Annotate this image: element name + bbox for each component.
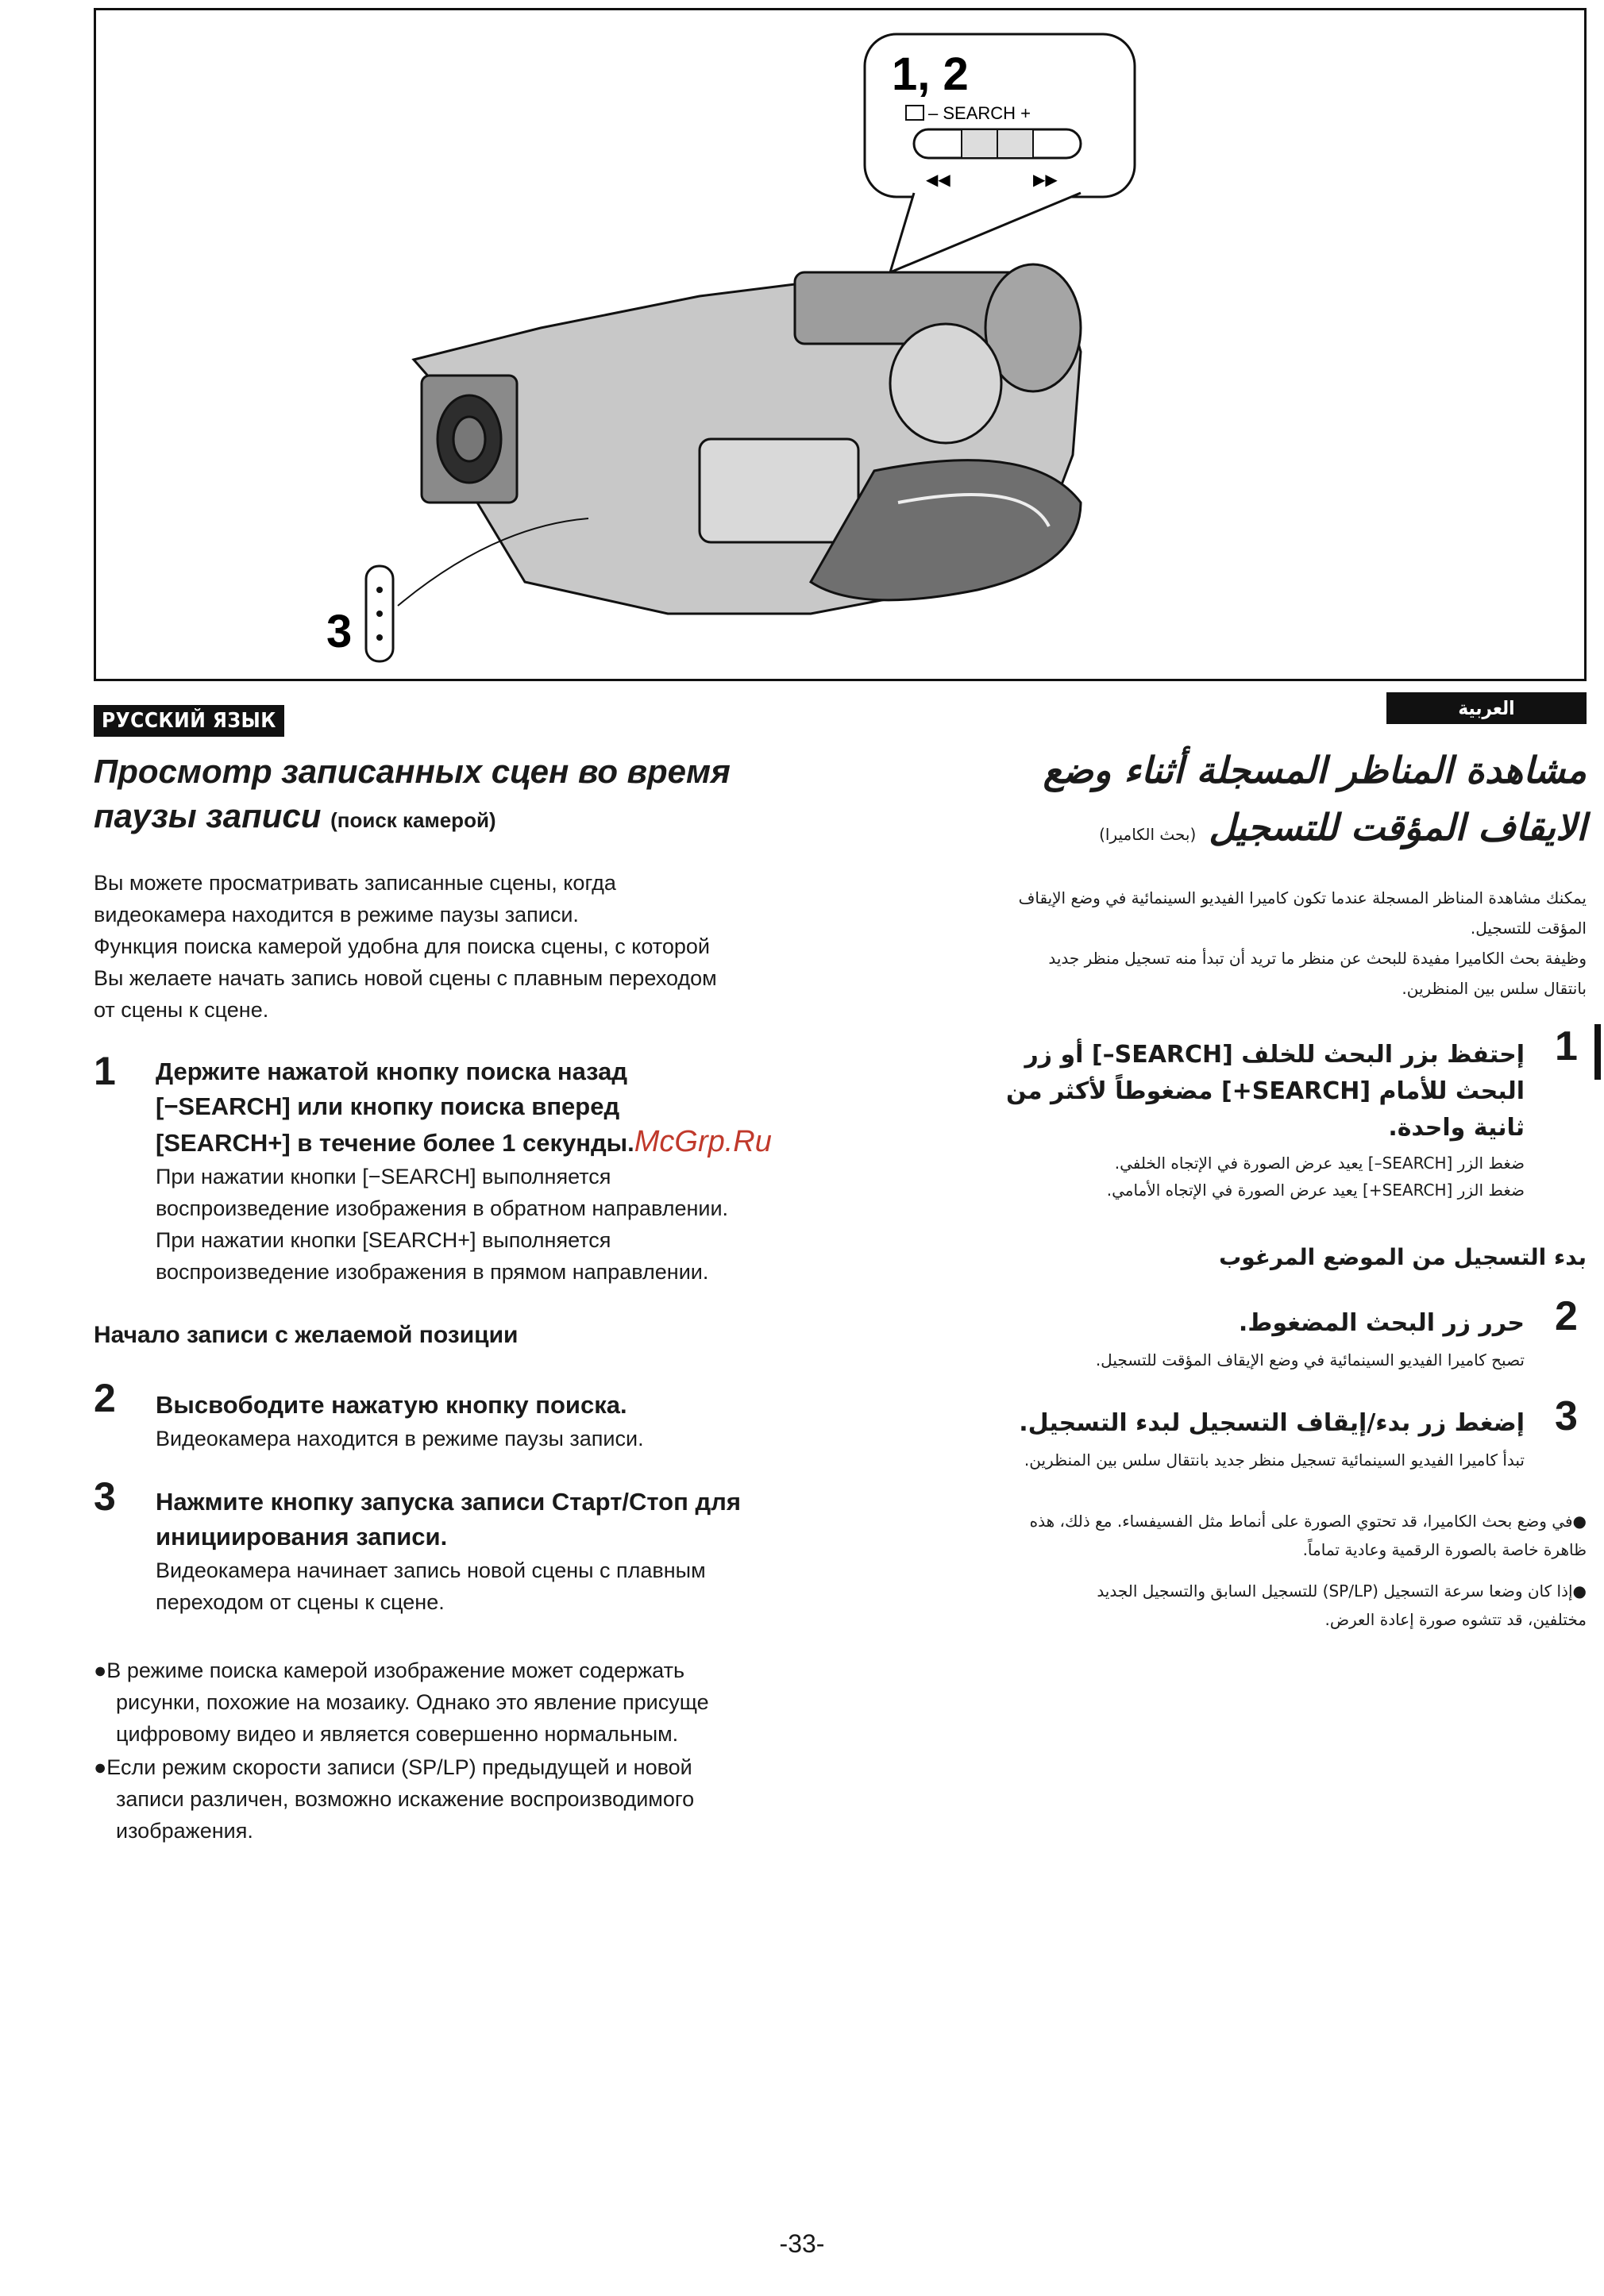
ar-subheading: بدء التسجيل من الموضع المرغوب [1219, 1244, 1587, 1270]
arabic-title-line2: الايقاف المؤقت للتسجيل (بحث الكاميرا) [1099, 806, 1587, 849]
ar-step1-heading: إحتفظ بزر البحث للخلف [SEARCH–] أو زر البحث للأمام [SEARCH+] مضغوطاً لأكثر من ثانية واحدة. [1005, 1041, 1525, 1142]
ru-step2-heading: Высвободите нажатую кнопку поиска. [156, 1391, 627, 1419]
ru-step1-body: При нажатии кнопки [−SEARCH] выполняется воспроизведение изображения в обратном направлении. При нажатии кнопки [SEARCH+] выполняется воспроизведение изображения в прямом направлении. [156, 1165, 729, 1284]
margin-bar [1594, 1024, 1601, 1080]
russian-title-line1: Просмотр записанных сцен во время [94, 753, 731, 790]
callout-label: 1, 2 [892, 48, 969, 100]
ru-step3-body: Видеокамера начинает запись новой сцены с плавным переходом от сцены к сцене. [156, 1558, 706, 1614]
arabic-language-tag: العربية [1386, 692, 1587, 724]
ar-step3-number: 3 [1555, 1393, 1578, 1439]
camcorder-illustration [94, 8, 1587, 681]
ru-step3 [156, 1485, 950, 1618]
ru-step2 [156, 1388, 950, 1454]
ru-step3-heading: Нажмите кнопку запуска записи Старт/Стоп для инициирования записи. [156, 1488, 741, 1551]
camcorder-drawing [96, 10, 1584, 679]
ar-bullet-2: ●إذا كان وضعا سرعة التسجيل (SP/LP) للتسجيل السابق والتسجيل الجديد مختلفين، قد تتشوه صورة إعادة العرض. [1097, 1581, 1587, 1629]
ar-step1-number: 1 [1555, 1023, 1578, 1069]
arabic-title [888, 742, 1587, 863]
rewind-icon: ◀◀ [926, 170, 950, 189]
camcorder-body [414, 264, 1081, 614]
step3-label: 3 [326, 606, 353, 657]
ru-subheading: Начало записи с желаемой позиции [94, 1322, 519, 1348]
ru-step3-number: 3 [94, 1474, 116, 1519]
ru-step2-number: 2 [94, 1376, 116, 1420]
viewfinder [795, 272, 1017, 344]
russian-language-tag: РУССКИЙ ЯЗЫК [94, 705, 284, 737]
ru-step1-number: 1 [94, 1049, 116, 1093]
ar-bullet-1: ●في وضع بحث الكاميرا، قد تحتوي الصورة على أنماط مثل الفسيفساء. مع ذلك، هذه ظاهرة خاصة بالصورة الرقمية وعادية تماماً. [1029, 1512, 1587, 1559]
ru-step1-heading: Держите нажатой кнопку поиска назад [−SEARCH] или кнопку поиска вперед [SEARCH+] в течение более 1 секунды.McGrp.Ru [156, 1057, 772, 1158]
arabic-intro: يمكنك مشاهدة المناظر المسجلة عندما تكون كاميرا الفيديو السينمائية في وضع الإيقاف المؤقت للتسجيل. وظيفة بحث الكاميرا مفيدة للبحث عن منظر ما تريد أن تبدأ منه تسجيل منظر جديد بانتقال سلس بين المنظرين. [1018, 888, 1587, 998]
russian-title-sub: (поиск камерой) [330, 808, 496, 832]
arabic-title-line1: مشاهدة المناظر المسجلة أثناء وضع [1043, 749, 1587, 792]
ar-step2-heading: حرر زر البحث المضغوط. [1238, 1309, 1525, 1337]
lcd-panel [700, 439, 858, 542]
callout-pointer [890, 193, 1081, 272]
ru-bullet-1: ●В режиме поиска камерой изображение может содержать рисунки, похожие на мозаику. Однако это явление присуще цифровому видео и является совершенно нормальным. [94, 1658, 709, 1746]
search-label: – SEARCH + [928, 103, 1031, 123]
russian-title-line2: паузы записи (поиск камерой) [94, 797, 496, 834]
ru-step1 [156, 1054, 950, 1288]
ru-bullet-2: ●Если режим скорости записи (SP/LP) предыдущей и новой записи различен, возможно искажение воспроизводимого изображения. [94, 1755, 695, 1843]
arabic-title-sub: (بحث الكاميرا) [1099, 825, 1197, 844]
fast-forward-icon: ▶▶ [1033, 170, 1058, 189]
russian-intro: Вы можете просматривать записанные сцены, когда видеокамера находится в режиме паузы записи. Функция поиска камерой удобна для поиска сцены, с которой Вы желаете начать запись новой сцены с плавным переходом от сцены к сцене. [94, 871, 717, 1022]
ar-step3-heading: إضغط زر بدء/إيقاف التسجيل لبدء التسجيل. [1019, 1409, 1525, 1437]
ar-step3-body: تبدأ كاميرا الفيديو السينمائية تسجيل منظر جديد بانتقال سلس بين المنظرين. [1024, 1450, 1525, 1470]
ar-step2-body: تصبح كاميرا الفيديو السينمائية في وضع الإيقاف المؤقت للتسجيل. [1095, 1350, 1525, 1370]
russian-title [94, 749, 872, 842]
page-number: -33- [779, 2229, 825, 2258]
watermark-text: McGrp.Ru [634, 1125, 772, 1158]
ar-step2-number: 2 [1555, 1293, 1578, 1339]
ar-step1-body: ضغط الزر [SEARCH–] يعيد عرض الصورة في الإتجاه الخلفي. ضغط الزر [SEARCH+] يعيد عرض الصورة في الإتجاه الأمامي. [1106, 1154, 1525, 1200]
speaker-grille [890, 324, 1001, 443]
ru-step2-body: Видеокамера находится в режиме паузы записи. [156, 1427, 644, 1450]
